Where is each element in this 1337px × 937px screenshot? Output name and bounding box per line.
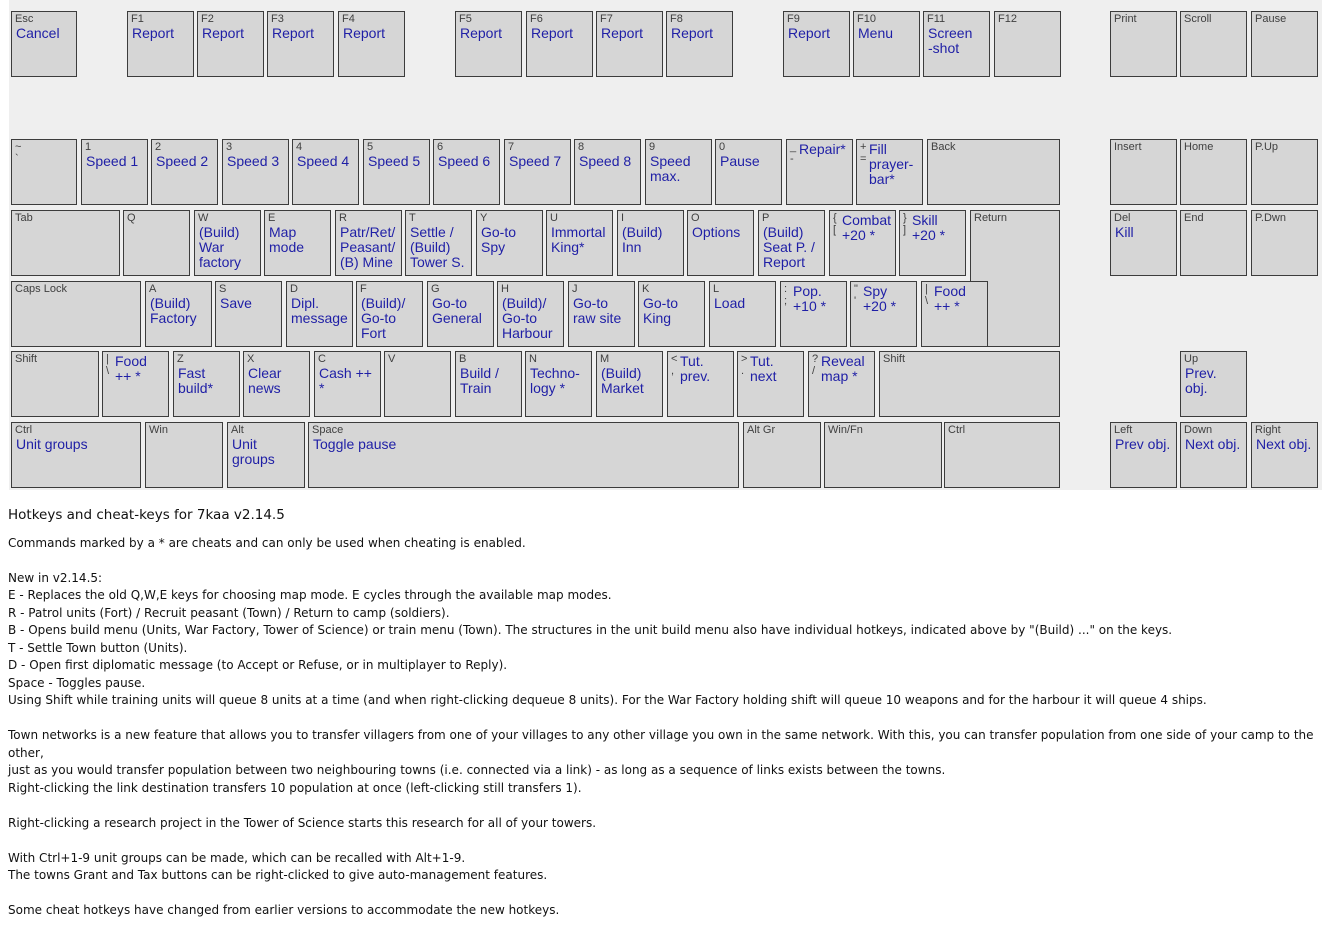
key-label: " ' <box>854 283 858 307</box>
changed-text: Some cheat hotkeys have changed from earlier versions to accommodate the new hotkeys. <box>8 903 560 917</box>
new-item: B - Opens build menu (Units, War Factory, Tower of Science) or train menu (Town). The structures in the unit build menu also have individual hotkeys, indicated above by "(Build) ..." on the keys. <box>8 623 1173 637</box>
town-networks-line: Right-clicking the link destination transfers 10 population at once (left-clicking still transfers 1). <box>8 780 582 795</box>
new-item: E - Replaces the old Q,W,E keys for choosing map mode. E cycles through the available map modes. <box>8 588 612 602</box>
key-action: Settle / (Build) Tower S. <box>410 224 465 270</box>
key-del <box>1110 210 1177 276</box>
key-f1 <box>127 11 194 77</box>
key-label: Alt Gr <box>747 424 776 436</box>
key-action: Report <box>531 25 574 41</box>
key-p <box>758 210 825 276</box>
key-label: ? / <box>812 353 819 377</box>
key-label: 8 <box>578 141 585 153</box>
key-label: F10 <box>857 13 876 25</box>
key-label: Ctrl <box>15 424 33 436</box>
key-altgr <box>743 422 821 488</box>
key-label: Up <box>1184 353 1199 365</box>
key-label: F11 <box>927 13 946 25</box>
new-item: T - Settle Town button (Units). <box>8 640 188 655</box>
key-action: Report <box>343 25 386 41</box>
key-f4 <box>338 11 405 77</box>
key-label: H <box>501 283 509 295</box>
key-label: Back <box>931 141 956 153</box>
key-action: Food ++ * <box>115 353 147 384</box>
new-item: D - Open first diplomatic message (to Accept or Refuse, or in multiplayer to Reply). <box>8 658 508 672</box>
key-action: Next obj. <box>1256 436 1312 452</box>
key-action: Report <box>272 25 315 41</box>
key-label: P.Dwn <box>1255 212 1286 224</box>
key-label: U <box>550 212 558 224</box>
cheat-note: Commands marked by a * are cheats and can only be used when cheating is enabled. <box>8 535 526 550</box>
key-right <box>1251 422 1318 488</box>
key-label: Esc <box>15 13 34 25</box>
key-label: 4 <box>296 141 303 153</box>
key-z <box>173 351 240 417</box>
key-label: Alt <box>231 424 244 436</box>
key-label: B <box>459 353 467 365</box>
key-a <box>145 281 212 347</box>
key-winfn <box>824 422 942 488</box>
key-n <box>525 351 592 417</box>
key-action: Menu <box>858 25 894 41</box>
key-action: Speed 3 <box>227 153 280 169</box>
key-action: Go-to King <box>643 295 679 326</box>
key-label: X <box>247 353 255 365</box>
key-label: D <box>290 283 298 295</box>
key-action: Dipl. message <box>291 295 348 326</box>
key-action: Report <box>788 25 831 41</box>
key-label: | \ <box>106 353 110 377</box>
key-action: Cash ++ * <box>319 365 372 396</box>
key-back <box>927 139 1060 205</box>
key-g <box>427 281 494 347</box>
key-n5 <box>363 139 430 205</box>
key-minus <box>786 139 853 205</box>
key-label: : ; <box>784 283 788 307</box>
key-label: _ - <box>790 141 797 165</box>
key-action: Kill <box>1115 224 1134 240</box>
key-label: Tab <box>15 212 33 224</box>
key-s <box>215 281 282 347</box>
key-label: Del <box>1114 212 1131 224</box>
key-action: Tut. prev. <box>680 353 711 384</box>
key-n7 <box>504 139 571 205</box>
key-action: (Build) Seat P. / Report <box>763 224 815 270</box>
key-label: N <box>529 353 537 365</box>
key-tab <box>11 210 120 276</box>
key-label: F9 <box>787 13 800 25</box>
key-action: Unit groups <box>16 436 88 452</box>
key-u <box>546 210 613 276</box>
key-action: Speed 4 <box>297 153 350 169</box>
key-action: Build / Train <box>460 365 499 396</box>
key-bslash <box>921 281 988 347</box>
key-y <box>476 210 543 276</box>
key-i <box>617 210 684 276</box>
key-d <box>286 281 353 347</box>
key-label: Caps Lock <box>15 283 67 295</box>
key-plus <box>856 139 923 205</box>
key-b <box>455 351 522 417</box>
new-item: R - Patrol units (Fort) / Recruit peasant (Town) / Return to camp (soldiers). <box>8 605 450 620</box>
key-j <box>568 281 635 347</box>
key-gt <box>737 351 804 417</box>
key-label: 6 <box>437 141 444 153</box>
key-action: Options <box>692 224 741 240</box>
key-h <box>497 281 564 347</box>
key-f6 <box>526 11 593 77</box>
key-label: Right <box>1255 424 1281 436</box>
key-label: Shift <box>15 353 38 365</box>
key-action: Map mode <box>269 224 305 255</box>
key-n2 <box>151 139 218 205</box>
key-action: Speed 2 <box>156 153 209 169</box>
key-label: Y <box>480 212 488 224</box>
key-up <box>1180 351 1247 417</box>
key-action: Techno- logy * <box>530 365 580 396</box>
key-label: J <box>572 283 578 295</box>
research-text: Right-clicking a research project in the Tower of Science starts this research for all of your towers. <box>8 815 597 830</box>
key-win <box>145 422 223 488</box>
key-label: Down <box>1184 424 1213 436</box>
key-action: Report <box>202 25 245 41</box>
key-rctrl <box>944 422 1060 488</box>
key-action: Repair* <box>799 141 846 157</box>
key-qm <box>808 351 875 417</box>
key-f10 <box>853 11 920 77</box>
key-f11 <box>923 11 990 77</box>
key-action: Go-to General <box>432 295 482 326</box>
key-label: { [ <box>833 212 837 236</box>
key-label: P.Up <box>1255 141 1279 153</box>
key-c <box>314 351 381 417</box>
key-action: Pop. +10 * <box>793 283 827 314</box>
key-label: Z <box>177 353 184 365</box>
key-n8 <box>574 139 641 205</box>
key-label: > . <box>741 353 748 377</box>
key-quote <box>850 281 917 347</box>
key-label: F12 <box>998 13 1017 25</box>
key-label: F6 <box>530 13 543 25</box>
key-action: Next obj. <box>1185 436 1241 452</box>
key-w <box>194 210 261 276</box>
key-label: F1 <box>131 13 144 25</box>
key-f8 <box>666 11 733 77</box>
key-label: + = <box>860 141 867 165</box>
town-networks-text <box>8 727 1328 797</box>
key-lctrl <box>11 422 141 488</box>
key-alt <box>227 422 305 488</box>
key-rbr <box>899 210 966 276</box>
key-action: (Build)/ Go-to Harbour <box>502 295 553 341</box>
key-label: P <box>762 212 770 224</box>
key-f <box>356 281 423 347</box>
key-label: Win <box>149 424 168 436</box>
key-action: Go-to Spy <box>481 224 517 255</box>
hotkey-notes <box>8 507 1328 937</box>
key-n1 <box>81 139 148 205</box>
key-action: Pause <box>720 153 760 169</box>
key-m <box>596 351 663 417</box>
key-action: Load <box>714 295 746 311</box>
key-label: G <box>431 283 440 295</box>
key-action: Fast build* <box>178 365 214 396</box>
key-label: E <box>268 212 276 224</box>
key-lshift <box>11 351 99 417</box>
key-action: (Build) Inn <box>622 224 663 255</box>
key-n4 <box>292 139 359 205</box>
key-scroll <box>1180 11 1247 77</box>
key-rshift <box>879 351 1060 417</box>
key-action: (Build) War factory <box>199 224 242 270</box>
key-label: 2 <box>155 141 162 153</box>
key-action: Cancel <box>16 25 60 41</box>
key-label: F <box>360 283 367 295</box>
key-label: F2 <box>201 13 214 25</box>
key-f3 <box>267 11 334 77</box>
key-action: Patr/Ret/ Peasant/ (B) Mine <box>340 224 396 270</box>
key-label: 3 <box>226 141 233 153</box>
key-action: Fill prayer- bar* <box>869 141 914 187</box>
key-label: F3 <box>271 13 284 25</box>
key-space <box>308 422 739 488</box>
key-lbr <box>829 210 896 276</box>
key-action: (Build) Market <box>601 365 644 396</box>
key-label: Win/Fn <box>828 424 863 436</box>
key-label: 0 <box>719 141 726 153</box>
key-e <box>264 210 331 276</box>
key-action: Speed 5 <box>368 153 421 169</box>
key-action: Screen -shot <box>928 25 973 56</box>
key-f5 <box>455 11 522 77</box>
town-networks-line: Town networks is a new feature that allows you to transfer villagers from one of your villages to any other village you own in the same network. With this, you can transfer population from one side of your camp to the other, <box>8 728 1314 760</box>
key-action: Speed 6 <box>438 153 491 169</box>
key-t <box>405 210 472 276</box>
key-n0 <box>715 139 782 205</box>
key-pup <box>1251 139 1318 205</box>
key-f2 <box>197 11 264 77</box>
key-action: Report <box>601 25 644 41</box>
key-action: Food ++ * <box>934 283 966 314</box>
key-label: T <box>409 212 416 224</box>
key-label: V <box>388 353 396 365</box>
key-f12 <box>994 11 1061 77</box>
key-o <box>687 210 754 276</box>
key-label: | \ <box>925 283 929 307</box>
key-label: R <box>339 212 347 224</box>
key-home <box>1180 139 1247 205</box>
key-action: Speed max. <box>650 153 691 184</box>
notes-title: Hotkeys and cheat-keys for 7kaa v2.14.5 <box>8 507 285 523</box>
key-action: (Build) Factory <box>150 295 197 326</box>
key-end <box>1180 210 1247 276</box>
key-label: L <box>713 283 720 295</box>
new-features <box>8 570 1328 710</box>
key-f7 <box>596 11 663 77</box>
key-x <box>243 351 310 417</box>
key-label: O <box>691 212 700 224</box>
key-action: Immortal King* <box>551 224 606 255</box>
key-label: W <box>198 212 209 224</box>
key-action: Report <box>671 25 714 41</box>
key-label: F7 <box>600 13 613 25</box>
key-action: (Build)/ Go-to Fort <box>361 295 406 341</box>
key-action: Combat +20 * <box>842 212 892 243</box>
key-label: S <box>219 283 227 295</box>
key-label: Insert <box>1114 141 1142 153</box>
key-label: Pause <box>1255 13 1287 25</box>
key-esc <box>11 11 77 77</box>
key-action: Go-to raw site <box>573 295 622 326</box>
key-label: Scroll <box>1184 13 1212 25</box>
key-label: } ] <box>903 212 907 236</box>
key-label: < , <box>671 353 678 377</box>
key-pdn <box>1251 210 1318 276</box>
key-label: 1 <box>85 141 92 153</box>
key-action: Prev obj. <box>1115 436 1171 452</box>
key-q <box>123 210 190 276</box>
key-action: Save <box>220 295 252 311</box>
key-label: 5 <box>367 141 374 153</box>
new-item: Using Shift while training units will queue 8 units at a time (and when right-clicking dequeue 8 units). For the War Factory holding shift will queue 10 weapons and for the harbour it will queue 4 ships. <box>8 693 1207 707</box>
key-down <box>1180 422 1247 488</box>
groups-line: With Ctrl+1-9 unit groups can be made, which can be recalled with Alt+1-9. <box>8 850 466 865</box>
keyboard-layout <box>9 0 1322 490</box>
key-print <box>1110 11 1177 77</box>
key-l <box>709 281 776 347</box>
key-label: I <box>621 212 625 224</box>
key-k <box>638 281 705 347</box>
key-n6 <box>433 139 500 205</box>
key-left <box>1110 422 1177 488</box>
key-action: Reveal map * <box>821 353 865 384</box>
key-tilde <box>11 139 77 205</box>
key-label: 9 <box>649 141 656 153</box>
key-label: 7 <box>508 141 515 153</box>
key-label: K <box>642 283 650 295</box>
key-action: Prev. obj. <box>1185 365 1217 396</box>
town-networks-line: just as you would transfer population between two neighbouring towns (i.e. connected via a link) - as long as a sequence of links exists between the towns. <box>8 763 946 777</box>
key-label: Home <box>1184 141 1214 153</box>
key-action: Clear news <box>248 365 282 396</box>
key-action: Tut. next <box>750 353 777 384</box>
key-action: Report <box>460 25 503 41</box>
key-label: Ctrl <box>948 424 966 436</box>
key-label: Shift <box>883 353 906 365</box>
key-pause <box>1251 11 1318 77</box>
key-label: Return <box>974 212 1008 224</box>
key-action: Skill +20 * <box>912 212 946 243</box>
groups-line: The towns Grant and Tax buttons can be right-clicked to give auto-management features. <box>8 868 548 882</box>
key-action: Unit groups <box>232 436 275 467</box>
groups-text <box>8 850 1328 885</box>
key-insert <box>1110 139 1177 205</box>
key-label: ~ ` <box>15 141 22 165</box>
key-semi <box>780 281 847 347</box>
key-action: Speed 7 <box>509 153 562 169</box>
key-action: Speed 1 <box>86 153 139 169</box>
key-f9 <box>783 11 850 77</box>
key-n3 <box>222 139 289 205</box>
key-label: F4 <box>342 13 355 25</box>
key-v <box>384 351 451 417</box>
key-label: F5 <box>459 13 472 25</box>
key-lt <box>667 351 734 417</box>
key-label: Space <box>312 424 344 436</box>
key-action: Spy +20 * <box>863 283 897 314</box>
key-r <box>335 210 402 276</box>
key-label: C <box>318 353 326 365</box>
key-action: Speed 8 <box>579 153 632 169</box>
key-action: Toggle pause <box>313 436 397 452</box>
key-pipe2 <box>102 351 169 417</box>
key-label: M <box>600 353 610 365</box>
key-label: A <box>149 283 157 295</box>
key-label: Print <box>1114 13 1137 25</box>
new-heading: New in v2.14.5: <box>8 570 103 585</box>
key-caps <box>11 281 141 347</box>
key-action: Report <box>132 25 175 41</box>
key-n9 <box>645 139 712 205</box>
new-item: Space - Toggles pause. <box>8 675 146 690</box>
key-label: Q <box>127 212 136 224</box>
key-label: F8 <box>670 13 683 25</box>
key-label: End <box>1184 212 1204 224</box>
key-label: Left <box>1114 424 1133 436</box>
